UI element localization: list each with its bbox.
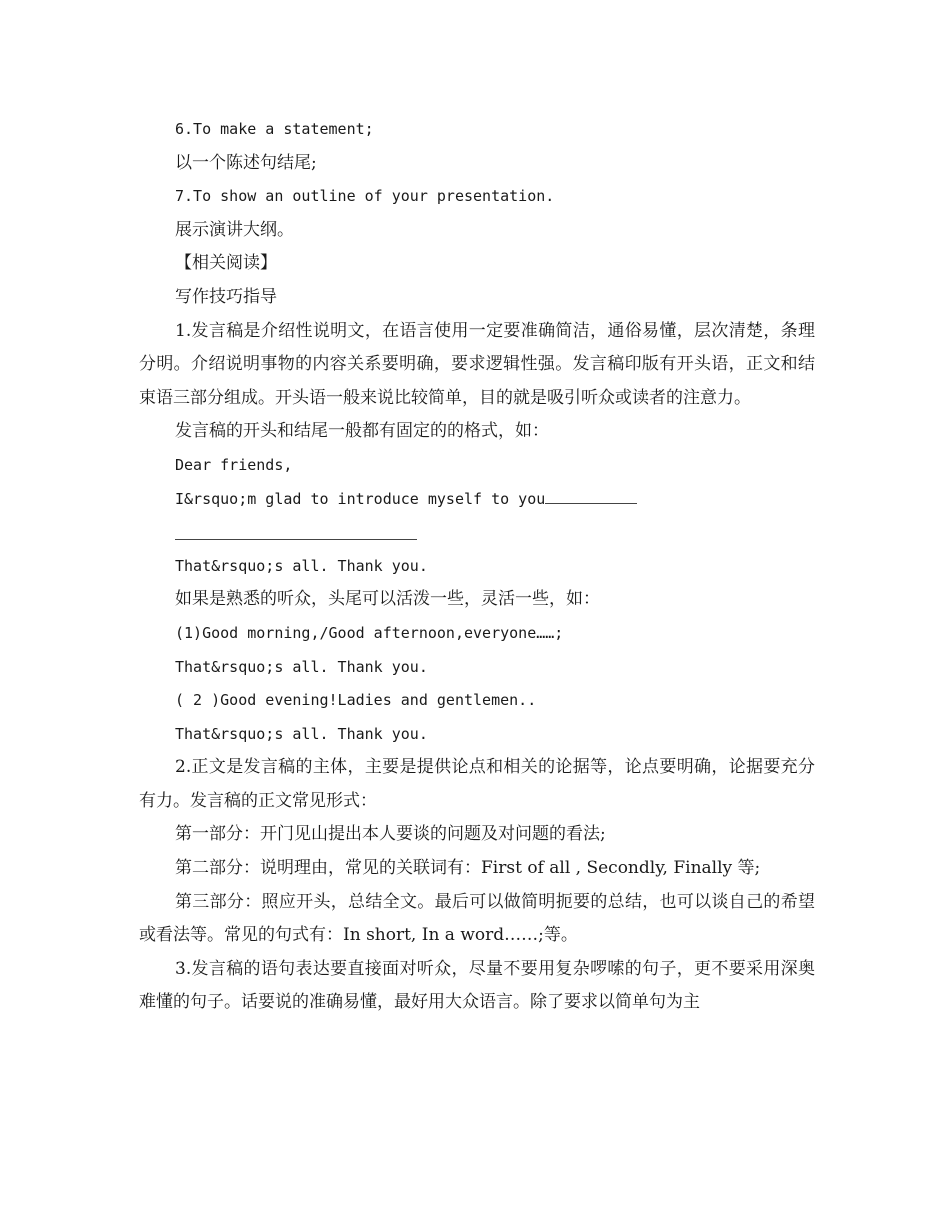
example-1-opening: (1)Good morning,/Good afternoon,everyone……; (175, 623, 564, 642)
example-intro-text: I&rsquo;m glad to introduce myself to you (175, 489, 546, 508)
section-heading-related-reading: 【相关阅读】 (175, 253, 277, 274)
example-2-closing: That&rsquo;s all. Thank you. (175, 724, 428, 743)
paragraph-3: 2.正文是发言稿的主体，主要是提供论点和相关的论据等，论点要明确，论据要充分有力。发言稿的正文常见形式： (139, 757, 815, 811)
example-intro-line (139, 483, 815, 517)
blank-underline-long (175, 538, 417, 540)
document-page (139, 113, 815, 1020)
example-1-closing: That&rsquo;s all. Thank you. (175, 657, 428, 676)
blank-line (139, 516, 815, 550)
paragraph-5: 第二部分：说明理由，常见的关联词有：First of all , Secondly, Finally 等; (175, 858, 761, 879)
paragraph-6: 第三部分：照应开头，总结全文。最后可以做简明扼要的总结，也可以谈自己的希望或看法等。常见的句式有：In short, In a word……;等。 (139, 891, 815, 946)
paragraph-2: 发言稿的开头和结尾一般都有固定的的格式，如： (175, 421, 549, 442)
paragraph-4: 第一部分：开门见山提出本人要谈的问题及对问题的看法; (175, 824, 606, 845)
example-closing-1: That&rsquo;s all. Thank you. (175, 556, 428, 575)
list-item-6-translation: 以一个陈述句结尾; (175, 152, 317, 173)
blank-underline (545, 502, 637, 504)
example-greeting: Dear friends, (175, 455, 293, 474)
list-item-7-translation: 展示演讲大纲。 (175, 219, 294, 240)
section-subheading-writing-tips: 写作技巧指导 (175, 286, 277, 307)
list-item-7: 7.To show an outline of your presentation. (175, 187, 555, 206)
list-item-6: 6.To make a statement; (175, 120, 374, 138)
paragraph-1: 1.发言稿是介绍性说明文，在语言使用一定要准确简洁，通俗易懂，层次清楚，条理分明。介绍说明事物的内容关系要明确，要求逻辑性强。发言稿印版有开头语，正文和结束语三部分组成。开头语一般来说比较简单，目的就是吸引听众或读者的注意力。 (139, 320, 815, 408)
example-2-opening: ( 2 )Good evening!Ladies and gentlemen.. (175, 691, 537, 710)
paragraph-7: 3.发言稿的语句表达要直接面对听众，尽量不要用复杂啰嗦的句子，更不要采用深奥难懂的句子。话要说的准确易懂，最好用大众语言。除了要求以简单句为主 (139, 958, 815, 1013)
example-note: 如果是熟悉的听众，头尾可以活泼一些，灵活一些，如： (175, 589, 600, 610)
